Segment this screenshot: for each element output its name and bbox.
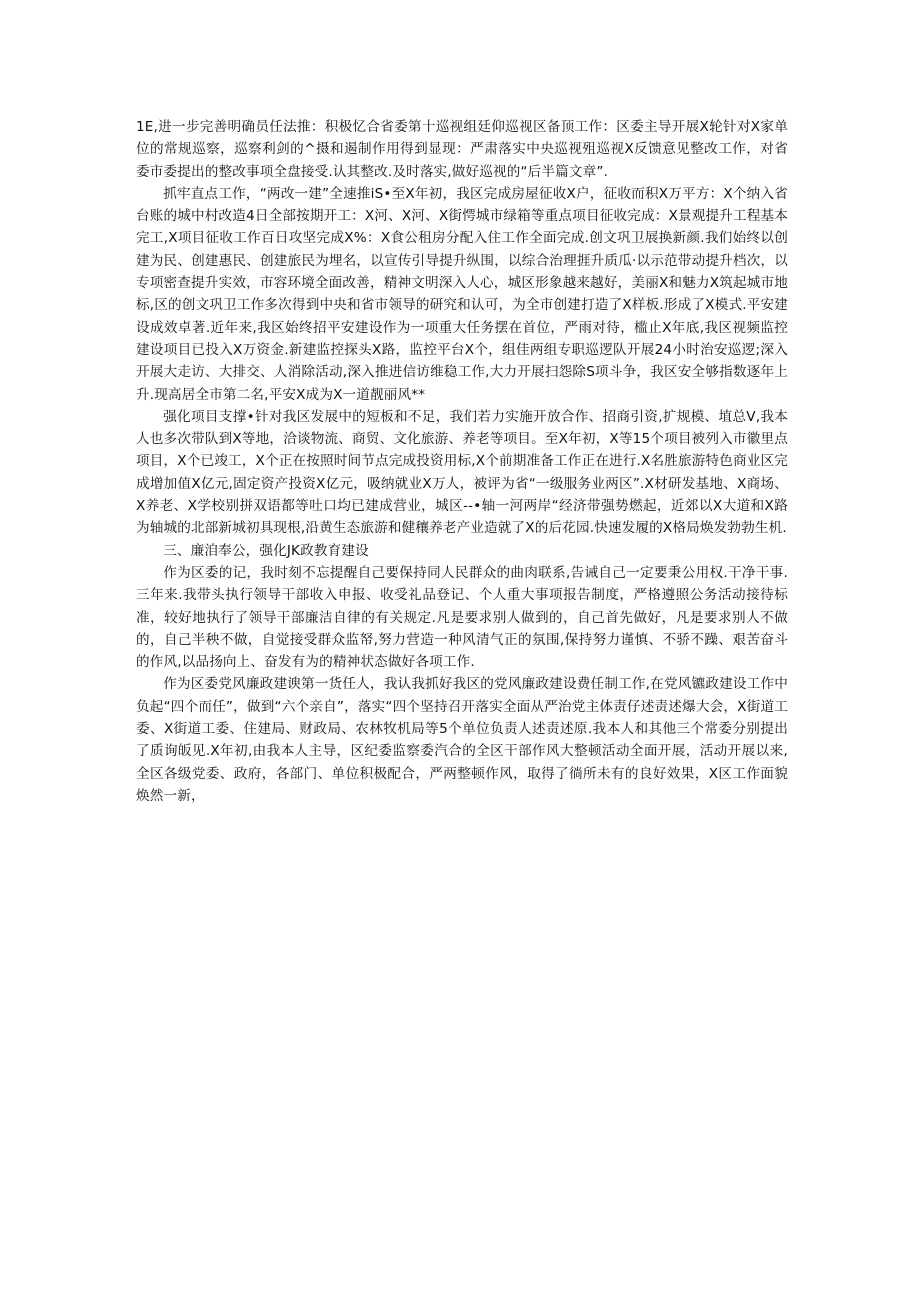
paragraph-key-work: 抓牢直点工作，“两改一建”全速推iS•至X年初，我区完成房屋征收X户，征收而积X万平方：X个纳入省台账的城中村改造4日全部按期开工：X河、X河、X街愕城市绿箱等重点项目征收完成：X景观提升工程基本完工,X项目征收工作百日攻坚完成X%：X食公租房分配入住工作全面完成.创文巩卫展换新颜.我们始终以创建为民、创建惠民、创建旅民为埋名，以宣传引导提升纵围，以综合治理捱升质瓜·以示范带动提升档次，以专项密查提升实效，市容环境全面改善，精神文明深入人心，城区形象越来越好，美丽X和魅力X筑起城市地标,区的创文巩卫工作多次得到中央和省市领导的研究和认可，为全市创建打造了X样板.形成了X模式.平安建设成效卓著.近年来,我区始终招平安建设作为一项重大任务摆在首位，严雨对待，槛止X年底,我区视频监控建设项目已投入X万资金.新建监控探头X路，监控平台X个，组佳两组专职巡逻队开展24小时治安巡逻;深入开展大走访、大排交、人消除活动,深入推进信访维稳工作,大力开展扫怨除S项斗争，我区安全够指数逐年上升.现高居全市第二名,平安X成为X一道靓丽风** xyxy=(136,185,788,403)
section-heading-integrity: 三、廉洎奉公，强化JK政教育建设 xyxy=(163,542,369,559)
paragraph-project-support: 强化项目支撑•针对我区发展中的短板和不足，我们若力实施开放合作、招商引资,扩规模、埴总V,我本人也多次带队到X等地，洽谈物流、商贸、文化旅游、养老等项目。至X年初，X等15个项目被列入市徽里点项目，X个已竣工，X个正在按照时间节点完成投资用标,X个前期准备工作正在进行.X名胜旅游特色商业区完成增加值X亿元,固定资产投资X亿元，吸纳就业X万人，被评为省“一级服务业两区”.X材研发基地、X商场、X养老、X学校别拼双语都等吐口均已建成营业，城区--•轴一河两岸“经济带强势燃起，近郊以X大道和X路为轴城的北部新城初具现根,沿黄生态旅游和健穰养老产业造就了X的后花园.快速发履的X格局焕发勃勃生机. xyxy=(136,408,788,537)
paragraph-party-conduct: 作为区委党风廉政建谀第一货任人，我认我抓好我区的党风廉政建设费任制工作,在党风镳政建设工作中负起“四个而任”，做到“六个亲自”，落实“四个坚持召开落实全面从严治党主体责仔述责述爆大会，X街道工委、X街道工委、住建局、财政局、农林牧机局等5个单位负责人述责述原.我本人和其他三个常委分别提出了质询皈见.X年初,由我本人主导，区纪委监察委汽合的全区干部作风大整顿活动全面开展，活动开展以来,全区各级党委、政府，各部门、单位积极配合，严两整顿作风，取得了徜所未有的良好效果，X区工作面貌焕然一新， xyxy=(136,676,788,804)
document-page xyxy=(136,116,788,807)
paragraph-inspection-work: 1E,进一步完善明确员任法推：积极忆合省委第十巡视组廷仰巡视区备顶工作：区委主导开展X轮针对X家单位的常规巡察，巡察利剑的^摄和遏制作用得到显现：严肃落实中央巡视殂巡视X反馈意见整改工作，对省委市委提出的整改事项全盘接受.认其整改.及时落实,做好巡视的“后半篇文章”. xyxy=(136,119,788,180)
paragraph-self-discipline: 作为区委的记，我时刻不忘提醒自己要保持同人民群众的曲肉联系,告诫自己一定要秉公用权.干净干事.三年来.我带头执行领导干部收入申报、收受礼品登记、个人重大事项报告制度，严格遵照公务活动接待标准，较好地执行了领导干部廉洁自律的有关规定.凡是要求别人做到的，自己首先做好，凡是要求别人不做的，自己半秧不做，自觉接受群众监帑,努力营造一种风清气正的氛围,保持努力谨慎、不骄不躁、艰苦奋斗的作风,以品扬向上、奋发有为的精神状态做好各项工作. xyxy=(136,564,788,671)
